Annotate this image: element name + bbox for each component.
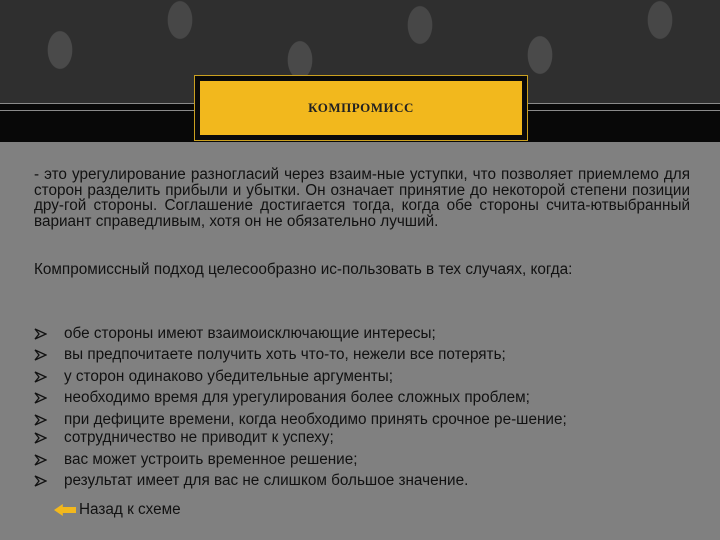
arrow-bullet-icon xyxy=(34,328,47,340)
arrow-bullet-icon xyxy=(34,432,47,444)
list-item: вы предпочитаете получить хоть что-то, нежели все потерять; xyxy=(34,347,694,363)
arrow-bullet-icon xyxy=(34,414,47,426)
list-item: у сторон одинаково убедительные аргументы; xyxy=(34,369,694,385)
usage-paragraph: Компромиссный подход целесообразно ис-пользовать в тех случаях, когда: xyxy=(34,261,573,278)
arrow-bullet-icon xyxy=(34,371,47,383)
back-link-label: Назад к схеме xyxy=(79,501,181,518)
list-item: сотрудничество не приводит к успеху; xyxy=(34,430,694,446)
conditions-list xyxy=(34,326,694,495)
left-arrow-icon xyxy=(54,504,76,516)
arrow-bullet-icon xyxy=(34,349,47,361)
list-item: при дефиците времени, когда необходимо принять срочное ре-шение; xyxy=(34,412,694,428)
arrow-bullet-icon xyxy=(34,392,47,404)
slide-title xyxy=(195,76,527,140)
definition-paragraph: - это урегулирование разногласий через взаим-ные уступки, что позволяет приемлемо для сторон разделить прибыли и убытки. Он означает принятие до некоторой степени позиции дру-гой стороны. Соглашение достигается тогда, когда обе стороны счита-ютвыбранный вариант справедливым, хотя он не обязательно лучший. xyxy=(34,166,690,231)
list-item: вас может устроить временное решение; xyxy=(34,452,694,468)
arrow-bullet-icon xyxy=(34,454,47,466)
list-item: результат имеет для вас не слишком большое значение. xyxy=(34,473,694,489)
list-item: необходимо время для урегулирования более сложных проблем; xyxy=(34,390,694,406)
back-to-diagram-link[interactable] xyxy=(54,500,181,520)
arrow-bullet-icon xyxy=(34,475,47,487)
list-item: обе стороны имеют взаимоисключающие интересы; xyxy=(34,326,694,342)
slide-title-text: КОМПРОМИСС xyxy=(308,100,414,115)
